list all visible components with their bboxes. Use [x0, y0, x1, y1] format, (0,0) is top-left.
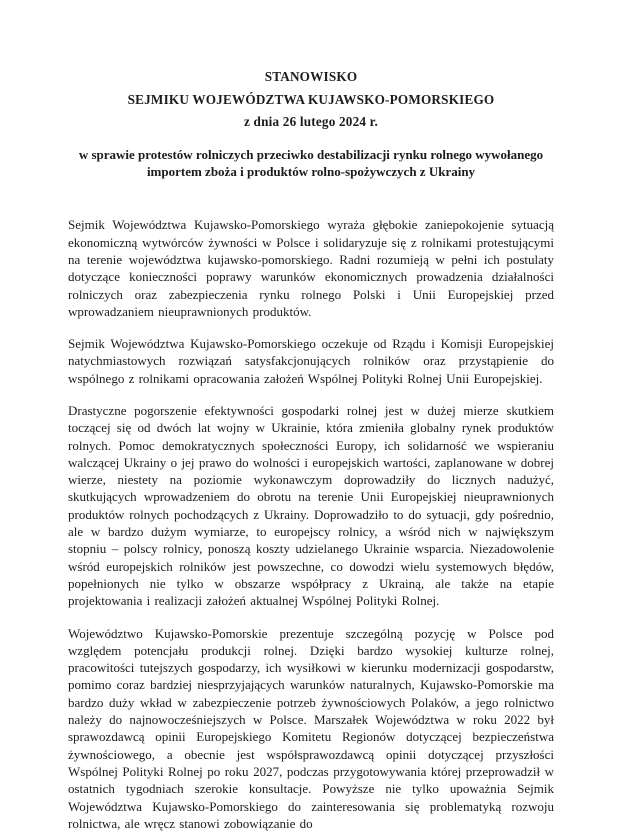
paragraph-1: Sejmik Województwa Kujawsko-Pomorskiego wyraża głębokie zaniepokojenie sytuacją ekonomiczną wytwórców żywności w Polsce i solidaryzuje się z rolnikami protestującymi na terenie województwa kujawsko-pomorskiego. Radni rozumieją w pełni ich postulaty dotyczące konieczności poprawy warunków ekonomicznych prowadzenia działalności rolniczych oraz zabezpieczenia rynku rolnego Polski i Unii Europejskiej przed wprowadzaniem nieuprawnionych produktów. — [68, 217, 554, 319]
document-issuer: SEJMIKU WOJEWÓDZTWA KUJAWSKO-POMORSKIEGO — [127, 91, 495, 107]
paragraph-2: Sejmik Województwa Kujawsko-Pomorskiego oczekuje od Rządu i Komisji Europejskiej natychmiastowych rozwiązań satysfakcjonujących rolników oraz przystąpienie do wspólnego z rolnikami opracowania założeń Wspólnej Polityki Rolnej Unii Europejskiej. — [68, 336, 554, 386]
document-date: z dnia 26 lutego 2024 r. — [244, 114, 378, 129]
document-type-title: STANOWISKO — [264, 69, 358, 84]
document-header — [68, 66, 554, 180]
document-content — [68, 66, 554, 832]
document-body — [68, 216, 554, 832]
paragraph-3: Drastyczne pogorszenie efektywności gospodarki rolnej jest w dużej mierze skutkiem toczącej się od dwóch lat wojny w Ukrainie, która zmieniła globalny rynek produktów rolnych. Pomoc demokratycznych społeczności Europy, ich solidarność we wspieraniu walczącej Ukrainy o jej prawo do wolności i europejskich wartości, zaplanowane w dobrej wierze, niestety na poziomie wykonawczym doprowadziły do licznych nadużyć, skutkujących wprowadzeniem do obrotu na terenie Unii Europejskiej nieuprawnionych produktów rolnych pochodzących z Ukrainy. Doprowadziło to do sytuacji, gdy pośrednio, ale w bardzo dużym wymiarze, to europejscy rolnicy, a wśród nich w największym stopniu – polscy rolnicy, ponoszą koszty udzielanego Ukrainie wsparcia. Niezadowolenie wśród europejskich rolników jest powszechne, co dowodzi wielu systemowych błędów, popełnionych nie tylko w obszarze współpracy z Ukrainą, ale także na etapie projektowania i realizacji założeń aktualnej Wspólnej Polityki Rolnej. — [68, 402, 554, 609]
paragraph-4: Województwo Kujawsko-Pomorskie prezentuje szczególną pozycję w Polsce pod względem potencjału produkcji rolnej. Dzięki bardzo wysokiej kulturze rolnej, pracowitości tutejszych gospodarzy, ich wysiłkowi w kierunku modernizacji gospodarstw, pomimo coraz bardziej niesprzyjających warunków naturalnych, Kujawsko-Pomorskie ma bardzo duży wkład w zabezpieczenie potrzeb żywnościowych Polaków, a jego rolnictwo należy do najnowocześniejszych w Polsce. Marszałek Województwa w roku 2022 był sprawozdawcą opinii Europejskiego Komitetu Regionów dotyczącej bezpieczeństwa żywnościowego, a obecnie jest współsprawozdawcą opinii dotyczącej przyszłości Wspólnej Polityki Rolnej po roku 2027, podczas przygotowywania której przeprowadził w ostatnich tygodniach szerokie konsultacje. Powyższe nie tylko upoważnia Sejmik Województwa Kujawsko-Pomorskiego do zainteresowania się problematyką rozwoju rolnictwa, ale wręcz stanowi zobowiązanie do — [68, 625, 554, 831]
document-subject: w sprawie protestów rolniczych przeciwko destabilizacji rynku rolnego wywołanego importem zboża i produktów rolno-spożywczych z Ukrainy — [78, 146, 544, 179]
